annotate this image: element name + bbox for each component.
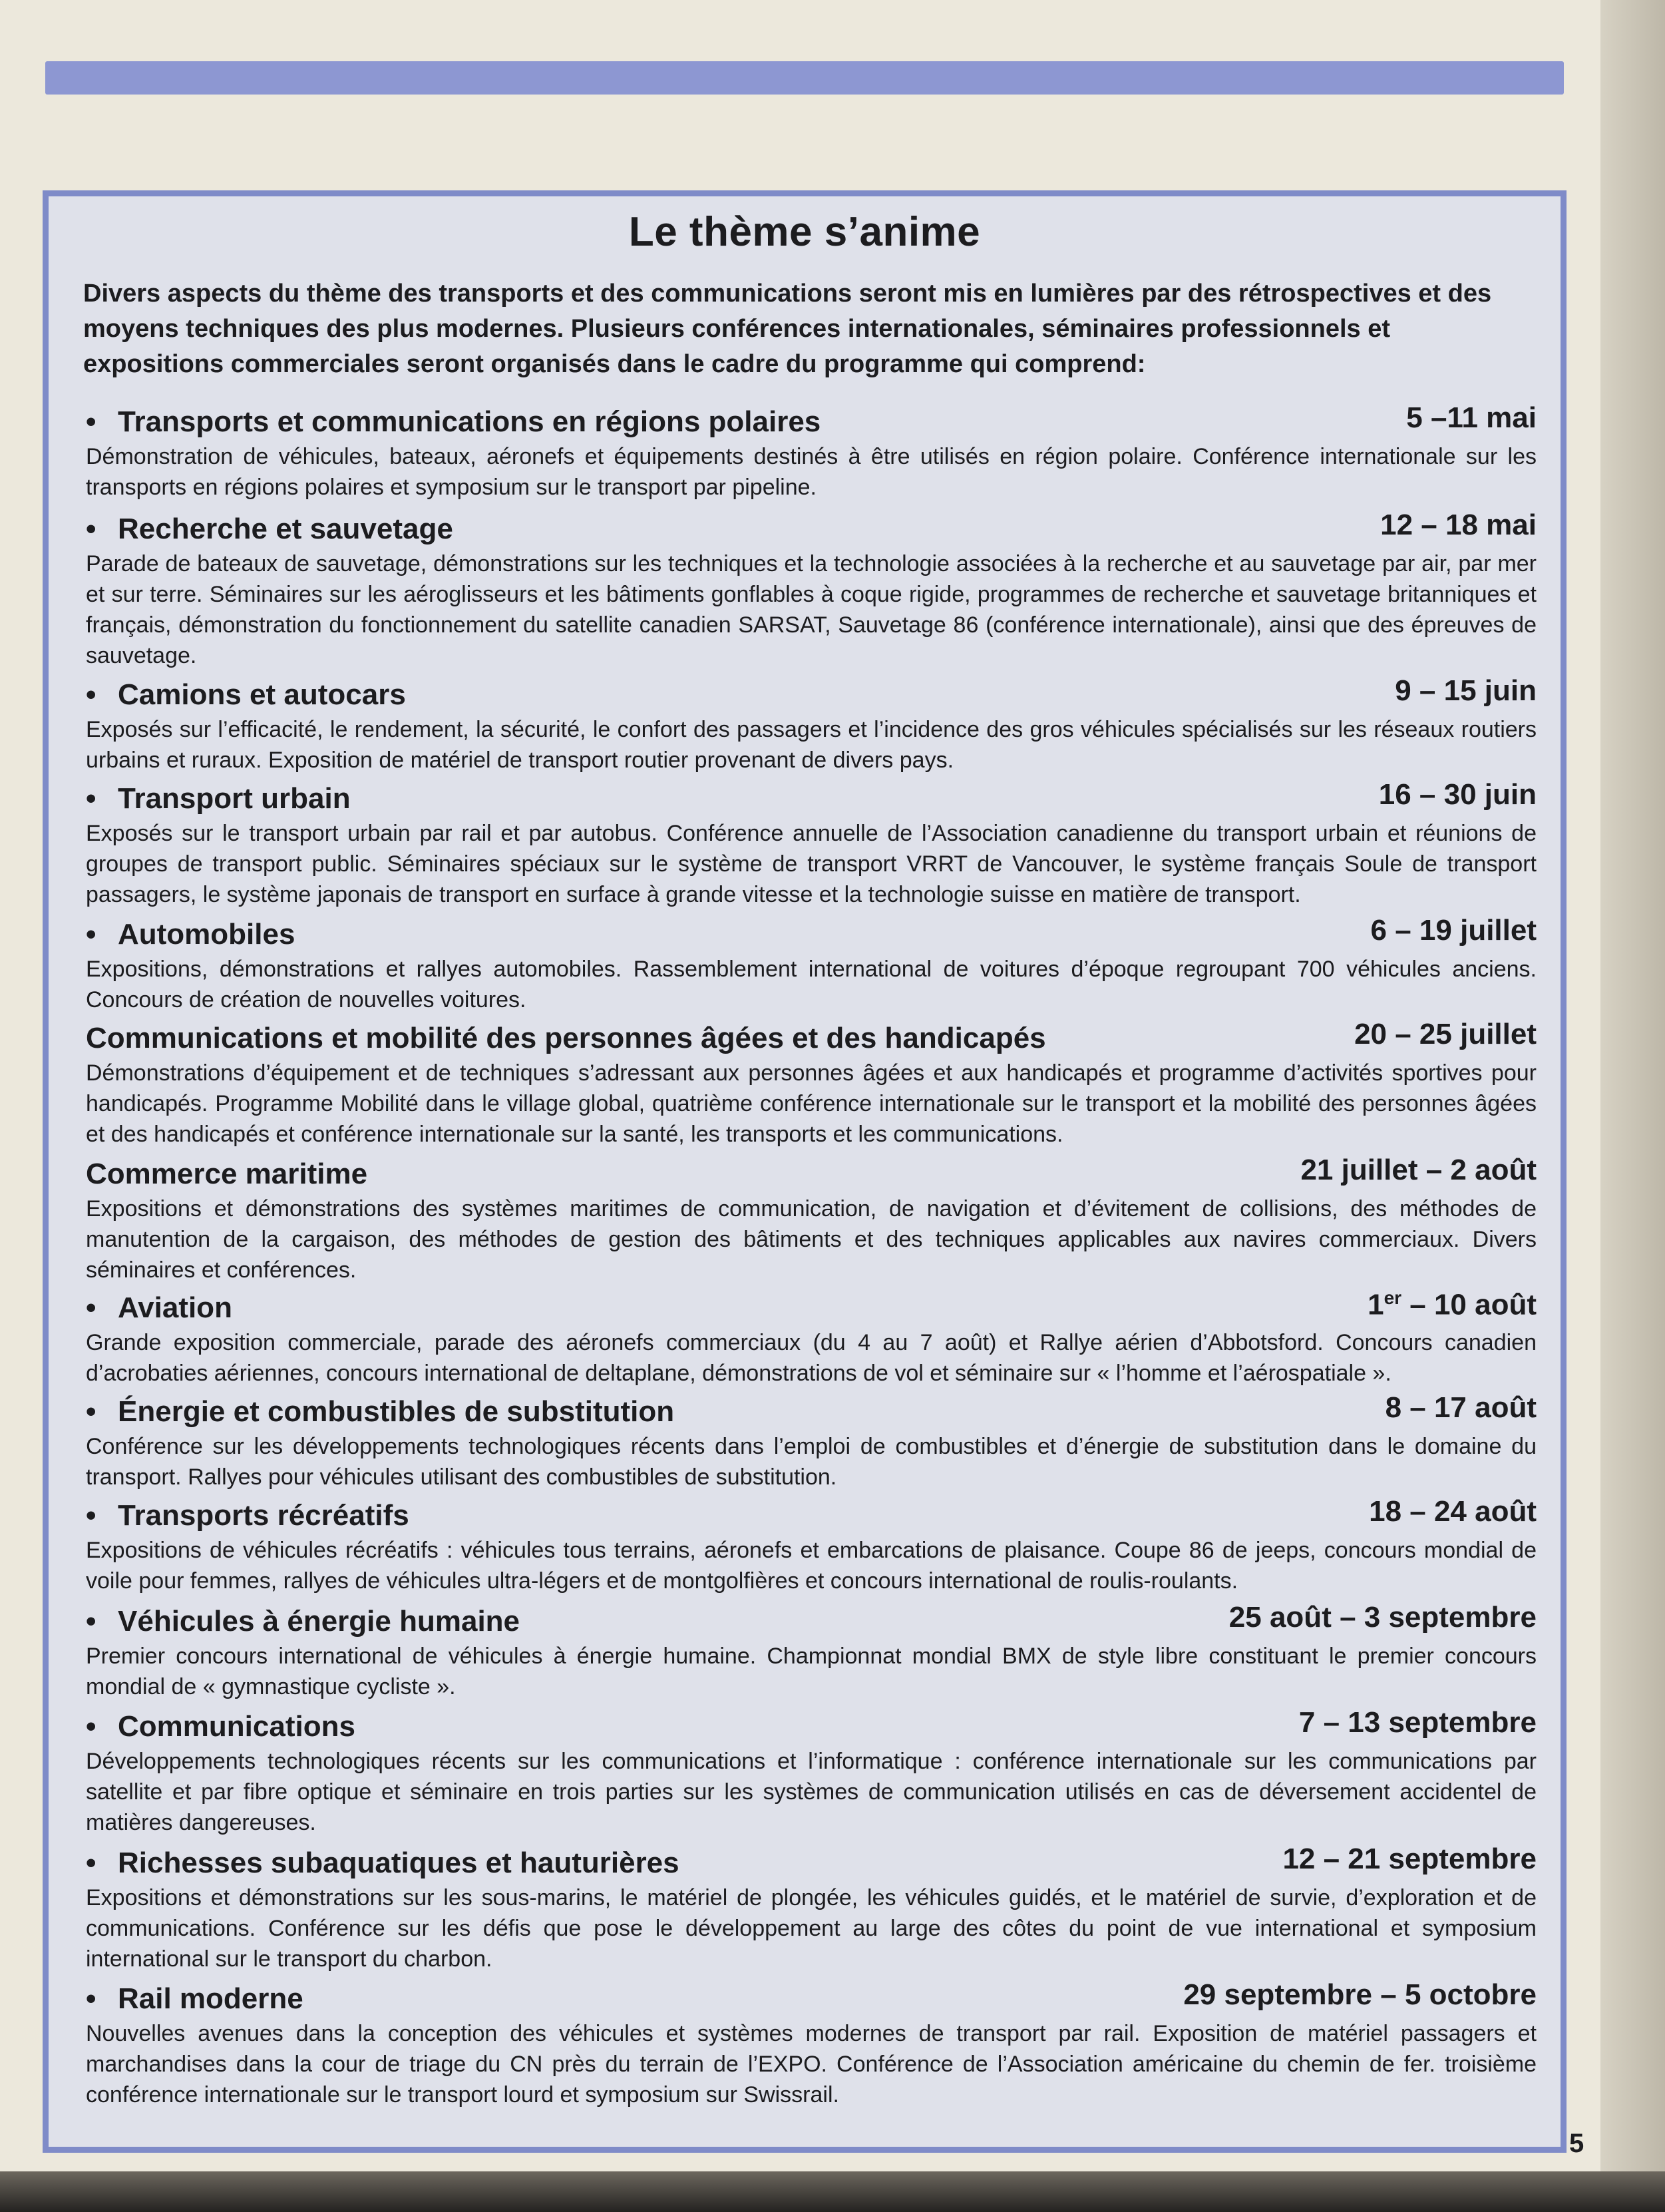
program-item-automobiles [86,915,1537,1015]
program-item-recreational [86,1496,1537,1596]
item-date: 21 juillet – 2 août [1300,1154,1537,1186]
program-item-modern-rail [86,1980,1537,2110]
bullet-icon: • [86,513,96,545]
item-title: • Énergie et combustibles de substitution [86,1395,675,1428]
program-item-polar [86,403,1537,503]
page-title: Le thème s’anime [628,209,981,255]
bullet-icon: • [86,1291,96,1324]
bullet-icon: • [86,1499,96,1532]
item-description: Grande exposition commerciale, parade des aéronefs commerciaux (du 4 au 7 août) et Rallye aérien d’Abbotsford. Concours canadien d’acrobaties aériennes, concours international de deltaplane, démonstrations de vol et séminaire sur « l’homme et l’aérospatiale ». [86,1330,1537,1386]
item-date: 12 – 21 septembre [1282,1843,1537,1875]
decorative-top-bar [45,61,1564,95]
item-description: Démonstrations d’équipement et de techniques s’adressant aux personnes âgées et aux handicapés et programme d’activités sportives pour handicapés. Programme Mobilité dans le village global, quatrième conférence internationale sur le transport et la mobilité des personnes âgées et des handicapés et conférence internationale sur la santé, les transports et les communications. [86,1060,1537,1147]
bullet-icon: • [86,918,96,951]
item-description: Exposés sur l’efficacité, le rendement, la sécurité, le confort des passagers et l’incidence des gros véhicules spécialisés sur les réseaux routiers urbains et ruraux. Exposition de matériel de transport routier provenant de divers pays. [86,717,1537,773]
item-title: • Transports récréatifs [86,1499,409,1532]
item-description: Exposés sur le transport urbain par rail et par autobus. Conférence annuelle de l’Association canadienne du transport urbain et réunions de groupes de transport public. Séminaires spéciaux sur le système de transport VRRT de Vancouver, le système français Soule de transport passagers, le système japonais de transport en surface à grande vitesse et la technologie suisse en matière de transport. [86,821,1537,907]
item-date: 25 août – 3 septembre [1228,1601,1537,1634]
item-date: 1er – 10 août [1368,1287,1537,1321]
item-description: Nouvelles avenues dans la conception des véhicules et systèmes modernes de transport par rail. Exposition de matériel passagers et marchandises dans la cour de triage du CN près du terrain de l’EXPO. Conférence de l’Association américaine du chemin de fer. troisième conférence internationale sur le transport lourd et symposium sur Swissrail. [86,2021,1537,2107]
bullet-icon: • [86,1982,96,2015]
item-title: Commerce maritime [86,1158,368,1190]
program-item-mobility [86,1019,1537,1150]
item-date: 6 – 19 juillet [1370,914,1537,947]
item-title: • Recherche et sauvetage [86,513,453,545]
bullet-icon: • [86,405,96,438]
program-item-underwater [86,1844,1537,1974]
bullet-icon: • [86,1395,96,1428]
item-description: Expositions, démonstrations et rallyes automobiles. Rassemblement international de voitures d’époque regroupant 700 véhicules anciens. Concours de création de nouvelles voitures. [86,957,1537,1012]
bullet-icon: • [86,678,96,711]
item-date: 12 – 18 mai [1380,509,1537,541]
bullet-icon: • [86,782,96,815]
item-date: 18 – 24 août [1369,1495,1537,1528]
item-date: 8 – 17 août [1385,1391,1537,1424]
item-description: Expositions de véhicules récréatifs : véhicules tous terrains, aéronefs et embarcations de plaisance. Coupe 86 de jeeps, concours mondial de voile pour femmes, rallyes de véhicules ultra-légers et de montgolfières et concours international de roulis-roulants. [86,1538,1537,1594]
item-title: • Véhicules à énergie humaine [86,1605,520,1638]
item-title: • Communications [86,1710,355,1743]
item-date: 7 – 13 septembre [1298,1706,1537,1739]
program-item-human-powered [86,1602,1537,1702]
item-description: Développements technologiques récents sur les communications et l’informatique : conférence internationale sur les communications par satellite et par fibre optique et séminaire en trois parties sur les systèmes de communication utilisés en cas de déversement accidentel de matières dangereuses. [86,1749,1537,1835]
scan-bottom-edge [0,2171,1665,2212]
item-date: 16 – 30 juin [1378,778,1537,811]
program-item-aviation [86,1289,1537,1389]
program-item-search-rescue [86,510,1537,671]
item-title: • Aviation [86,1291,232,1324]
theme-program-box [43,190,1567,2153]
item-title: Communications et mobilité des personnes âgées et des handicapés [86,1022,1046,1054]
item-title: • Transport urbain [86,782,351,815]
bullet-icon: • [86,1847,96,1879]
item-description: Démonstration de véhicules, bateaux, aéronefs et équipements destinés à être utilisés en région polaire. Conférence internationale sur les transports en régions polaires et symposium sur le transport par pipeline. [86,444,1537,500]
program-item-trucks-buses [86,676,1537,775]
page-number: 5 [1569,2129,1584,2158]
bullet-icon: • [86,1605,96,1638]
program-item-alt-fuels [86,1393,1537,1492]
item-description: Conférence sur les développements technologiques récents dans l’emploi de combustibles et d’énergie de substitution dans le domaine du transport. Rallyes pour véhicules utilisant des combustibles de substitution. [86,1434,1537,1490]
item-title: • Automobiles [86,918,295,951]
bullet-icon: • [86,1710,96,1743]
page-edge-shadow [1600,0,1665,2212]
item-description: Expositions et démonstrations sur les sous-marins, le matériel de plongée, les véhicules guidés, et le matériel de survie, d’exploration et de communications. Conférence sur les défis que pose le développement au large des côtes du point de vue international et symposium international sur le transport du charbon. [86,1885,1537,1972]
item-date: 20 – 25 juillet [1354,1018,1537,1050]
item-date: 5 –11 mai [1406,401,1537,434]
program-item-urban-transport [86,779,1537,910]
item-description: Parade de bateaux de sauvetage, démonstrations sur les techniques et la technologie associées à la recherche et au sauvetage par air, par mer et sur terre. Séminaires sur les aéroglisseurs et les bâtiments gonflables à coque rigide, programmes de recherche et sauvetage britanniques et français, démonstration du fonctionnement du satellite canadien SARSAT, Sauvetage 86 (conférence internationale), ainsi que des épreuves de sauvetage. [86,551,1537,668]
program-item-maritime [86,1155,1537,1285]
intro-paragraph: Divers aspects du thème des transports et des communications seront mis en lumières par des rétrospectives et des moyens techniques des plus modernes. Plusieurs conférences internationales, séminaires professionnels et expositions commerciales seront organisés dans le cadre du programme qui comprend: [83,280,1492,378]
program-item-communications [86,1707,1537,1838]
item-title: • Camions et autocars [86,678,406,711]
item-title: • Richesses subaquatiques et hauturières [86,1847,679,1879]
item-description: Premier concours international de véhicules à énergie humaine. Championnat mondial BMX de style libre constituant le premier concours mondial de « gymnastique cycliste ». [86,1644,1537,1699]
item-title: • Rail moderne [86,1982,303,2015]
item-date: 29 septembre – 5 octobre [1183,1978,1537,2011]
item-description: Expositions et démonstrations des systèmes maritimes de communication, de navigation et d’évitement de collisions, des méthodes de manutention de la cargaison, des méthodes de gestion des bâtiments et des techniques applicables aux navires commerciaux. Divers séminaires et conférences. [86,1196,1537,1283]
item-title: • Transports et communications en régions polaires [86,405,821,438]
item-date: 9 – 15 juin [1395,674,1537,707]
